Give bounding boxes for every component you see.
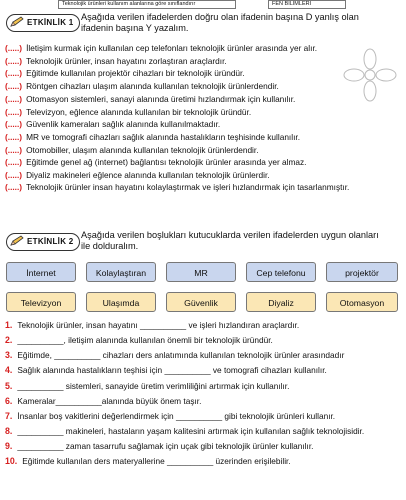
item-number: 10.	[5, 456, 18, 467]
subject-label: FEN BİLİMLERİ	[268, 0, 346, 9]
list-item	[5, 131, 401, 144]
fill-item	[5, 318, 401, 333]
fill-item	[5, 394, 401, 409]
answer-blank[interactable]: (.....)	[5, 157, 23, 168]
fill-item	[5, 439, 401, 454]
list-item	[5, 106, 401, 119]
activity2-badge-label: ETKİNLİK 2	[27, 237, 74, 246]
list-item	[5, 93, 401, 106]
activity1-list	[5, 42, 401, 192]
answer-blank[interactable]: (.....)	[5, 55, 23, 66]
fill-item	[5, 409, 401, 424]
item-number: 5.	[5, 380, 13, 391]
fill-item	[5, 348, 401, 363]
item-number: 3.	[5, 350, 13, 361]
list-item	[5, 80, 401, 93]
list-item	[5, 55, 401, 68]
item-number: 8.	[5, 426, 13, 437]
activity1-badge	[6, 14, 80, 32]
answer-blank[interactable]: (.....)	[5, 181, 23, 192]
fill-text: __________, iletişim alanında kullanılan önemli bir teknolojik üründür.	[17, 335, 273, 346]
statement-text: MR ve tomografi cihazları sağlık alanında hastalıkların teşhisinde kullanılır.	[26, 131, 300, 142]
fill-text: __________ sistemleri, sanayide üretim verimliliğini artırmak için kullanılır.	[17, 380, 290, 391]
fill-item	[5, 454, 401, 469]
item-number: 7.	[5, 411, 13, 422]
word-box[interactable]: Ulaşımda	[86, 292, 156, 312]
statement-text: Eğitimde kullanılan projektör cihazları bir teknolojik üründür.	[26, 68, 245, 79]
topic-label: Teknolojik ürünleri kullanım alanlarına göre sınıflandırır	[58, 0, 236, 9]
list-item	[5, 182, 401, 193]
fill-text: İnsanlar boş vakitlerini değerlendirmek için __________ gibi teknolojik ürünleri kullanır.	[17, 411, 336, 422]
word-box[interactable]: Cep telefonu	[246, 262, 316, 282]
word-box[interactable]: Televizyon	[6, 292, 76, 312]
activity1-instruction: Aşağıda verilen ifadelerden doğru olan ifadenin başına D yanlış olan ifadenin başına Y yazalım.	[81, 12, 359, 33]
list-item	[5, 118, 401, 131]
answer-blank[interactable]: (.....)	[5, 131, 23, 142]
statement-text: İletişim kurmak için kullanılan cep telefonları teknolojik ürünler arasında yer alır.	[26, 43, 318, 53]
word-box[interactable]: Otomasyon	[326, 292, 398, 312]
word-box[interactable]: Kolaylaştıran	[86, 262, 156, 282]
statement-text: Röntgen cihazları ulaşım alanında kullanılan teknolojik ürünlerdendir.	[26, 81, 279, 92]
statement-text: Teknolojik ürünler insan hayatını kolaylaştırmak ve işleri hızlandırmak için tasarlanmıştır.	[26, 181, 350, 192]
fill-text: __________ zaman tasarrufu sağlamak için uçak gibi teknolojik ürünler kullanılır.	[17, 441, 314, 452]
word-box[interactable]: İnternet	[6, 262, 76, 282]
fill-item	[5, 379, 401, 394]
fill-text: Kameralar__________alanında büyük önem taşır.	[17, 395, 202, 406]
fill-text: __________ makineleri, hastaların yaşam kalitesini artırmak için kullanılan sağlık teknolojisidir.	[17, 426, 365, 437]
item-number: 6.	[5, 395, 13, 406]
answer-blank[interactable]: (.....)	[5, 81, 23, 92]
answer-blank[interactable]: (.....)	[5, 106, 23, 117]
header-bar	[0, 0, 406, 8]
statement-text: Teknolojik ürünler, insan hayatını zorlaştıran araçlardır.	[26, 55, 227, 66]
fill-item	[5, 363, 401, 378]
activity1-badge-label: ETKİNLİK 1	[27, 18, 74, 27]
list-item	[5, 144, 401, 157]
fill-item	[5, 333, 401, 348]
word-box[interactable]: projektör	[326, 262, 398, 282]
pencil-icon	[10, 235, 25, 247]
fill-text: Eğitimde, __________ cihazları ders anlatımında kullanılan teknolojik ürünler arasındadır	[17, 350, 345, 361]
answer-blank[interactable]: (.....)	[5, 144, 23, 155]
answer-blank[interactable]: (.....)	[5, 170, 23, 181]
statement-text: Güvenlik kameraları sağlık alanında kullanılmaktadır.	[26, 119, 221, 130]
answer-blank[interactable]: (.....)	[5, 119, 23, 130]
statement-text: Otomobiller, ulaşım alanında kullanılan teknolojik ürünlerdendir.	[26, 144, 259, 155]
fill-item	[5, 424, 401, 439]
word-box[interactable]: Diyaliz	[246, 292, 316, 312]
fill-text: Sağlık alanında hastalıkların teşhisi için __________ ve tomografi cihazları kullanılır.	[17, 365, 327, 376]
item-number: 1.	[5, 320, 13, 330]
statement-text: Otomasyon sistemleri, sanayi alanında üretimi hızlandırmak için kullanılır.	[26, 93, 296, 104]
item-number: 4.	[5, 365, 13, 376]
activity2-list	[5, 318, 401, 469]
answer-blank[interactable]: (.....)	[5, 43, 23, 53]
list-item	[5, 156, 401, 169]
answer-blank[interactable]: (.....)	[5, 93, 23, 104]
statement-text: Eğitimde genel ağ (internet) bağlantısı teknolojik ürünler arasında yer almaz.	[26, 157, 307, 168]
list-item	[5, 67, 401, 80]
answer-blank[interactable]: (.....)	[5, 68, 23, 79]
activity2-badge	[6, 233, 80, 251]
item-number: 9.	[5, 441, 13, 452]
fill-text: Eğitimde kullanılan ders materyallerine __________ üzerinden erişilebilir.	[22, 456, 291, 467]
word-box[interactable]: MR	[166, 262, 236, 282]
activity2-instruction: Aşağıda verilen boşlukları kutucuklarda verilen ifadelerden uygun olanları ile dolduralım.	[81, 230, 379, 251]
word-box[interactable]: Güvenlik	[166, 292, 236, 312]
item-number: 2.	[5, 335, 13, 346]
list-item	[5, 42, 401, 55]
statement-text: Diyaliz makineleri eğlence alanında kullanılan teknolojik ürünlerdir.	[26, 170, 270, 181]
statement-text: Televizyon, eğlence alanında kullanılan bir teknolojik üründür.	[26, 106, 252, 117]
list-item	[5, 169, 401, 182]
fill-text: Teknolojik ürünler, insan hayatını __________ ve işleri hızlandıran araçlardır.	[17, 320, 300, 330]
pencil-icon	[10, 16, 25, 28]
